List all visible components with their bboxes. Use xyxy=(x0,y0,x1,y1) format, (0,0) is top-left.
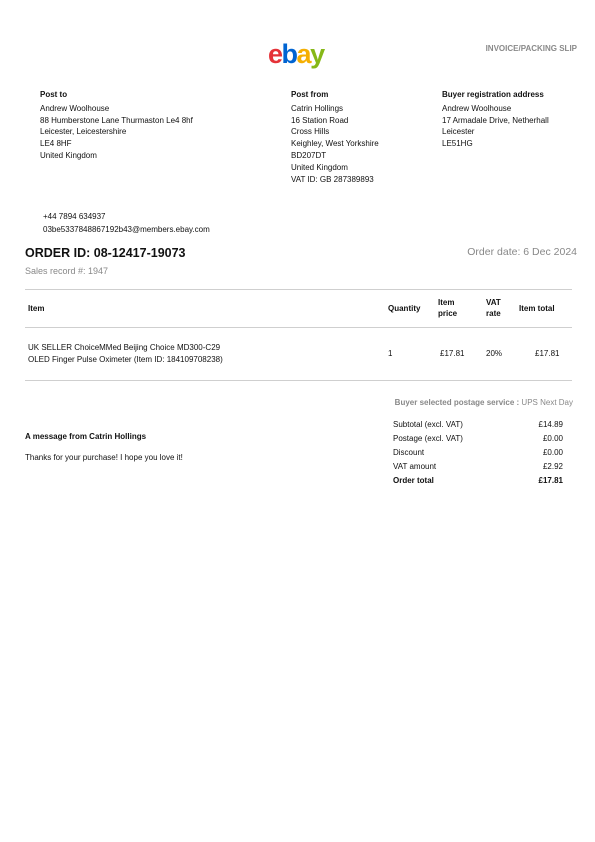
discount-row xyxy=(393,446,563,460)
item-price: £17.81 xyxy=(440,349,465,358)
order-total-row xyxy=(393,474,563,488)
postage-row xyxy=(393,432,563,446)
logo-letter-y: y xyxy=(310,39,324,69)
table-top-divider xyxy=(25,289,572,290)
table-bottom-divider xyxy=(25,380,572,381)
post-to-line: 88 Humberstone Lane Thurmaston Le4 8hf xyxy=(40,115,193,125)
item-vat-rate: 20% xyxy=(486,349,503,358)
column-header-quantity: Quantity xyxy=(388,304,421,313)
subtotal-value: £14.89 xyxy=(538,420,563,429)
vat-amount-row xyxy=(393,460,563,474)
order-total-label: Order total xyxy=(393,476,434,485)
postage-service-value: UPS Next Day xyxy=(521,398,573,407)
buyer-registration-line: LE51HG xyxy=(442,139,473,149)
subtotal-label: Subtotal (excl. VAT) xyxy=(393,420,463,429)
column-header-vat-rate: VAT rate xyxy=(486,298,501,318)
ebay-logo xyxy=(268,40,324,68)
post-to-line: Leicester, Leicestershire xyxy=(40,127,127,137)
buyer-phone: +44 7894 634937 xyxy=(43,212,106,221)
sales-record: Sales record #: 1947 xyxy=(25,266,109,276)
post-to-line: Andrew Woolhouse xyxy=(40,103,110,113)
buyer-registration-line: Leicester xyxy=(442,127,475,137)
column-header-item-total: Item total xyxy=(519,304,555,313)
column-header-item: Item xyxy=(28,304,45,313)
buyer-registration-line: Andrew Woolhouse xyxy=(442,103,512,113)
discount-label: Discount xyxy=(393,448,425,457)
item-quantity: 1 xyxy=(388,349,393,358)
postage-service xyxy=(395,398,573,407)
postage-value: £0.00 xyxy=(542,434,563,443)
vat-id: VAT ID: GB 287389893 xyxy=(291,174,374,184)
order-date: Order date: 6 Dec 2024 xyxy=(467,246,577,258)
logo-letter-a: a xyxy=(296,39,311,69)
post-to-heading: Post to xyxy=(40,90,68,99)
post-from-line: BD207DT xyxy=(291,150,327,160)
order-totals xyxy=(393,418,563,488)
item-title-line: UK SELLER ChoiceMMed Beijing Choice MD300-C29 xyxy=(28,343,221,352)
logo-letter-e: e xyxy=(268,39,282,69)
discount-value: £0.00 xyxy=(542,448,563,457)
order-total-value: £17.81 xyxy=(538,476,563,485)
post-to-line: LE4 8HF xyxy=(40,139,72,149)
buyer-registration-heading: Buyer registration address xyxy=(442,90,544,99)
vat-amount-label: VAT amount xyxy=(393,462,437,471)
document-type: INVOICE/PACKING SLIP xyxy=(485,44,577,53)
post-from-block xyxy=(291,89,379,185)
post-to-line: United Kingdom xyxy=(40,150,97,160)
column-header-item-price: Item price xyxy=(438,298,458,318)
buyer-email: 03be5337848867192b43@members.ebay.com xyxy=(43,225,210,234)
buyer-registration-block xyxy=(442,89,549,150)
postage-label: Postage (excl. VAT) xyxy=(393,434,463,443)
buyer-contact xyxy=(43,210,210,236)
buyer-registration-line: 17 Armadale Drive, Netherhall xyxy=(442,115,549,125)
table-row-item xyxy=(28,342,223,366)
item-title-line: OLED Finger Pulse Oximeter (Item ID: 184109708238) xyxy=(28,355,223,364)
post-from-line: Keighley, West Yorkshire xyxy=(291,139,379,149)
post-to-block xyxy=(40,89,193,162)
postage-service-label: Buyer selected postage service : xyxy=(394,398,520,407)
seller-message-heading: A message from Catrin Hollings xyxy=(25,432,147,441)
item-total: £17.81 xyxy=(535,349,560,358)
table-header-divider xyxy=(25,327,572,328)
post-from-line: 16 Station Road xyxy=(291,115,349,125)
post-from-line: United Kingdom xyxy=(291,162,348,172)
vat-amount-value: £2.92 xyxy=(542,462,563,471)
logo-letter-b: b xyxy=(281,39,297,69)
post-from-heading: Post from xyxy=(291,90,329,99)
subtotal-row xyxy=(393,418,563,432)
post-from-line: Catrin Hollings xyxy=(291,103,344,113)
order-id: ORDER ID: 08-12417-19073 xyxy=(25,246,186,260)
post-from-line: Cross Hills xyxy=(291,127,330,137)
seller-message-body: Thanks for your purchase! I hope you love it! xyxy=(25,453,183,462)
